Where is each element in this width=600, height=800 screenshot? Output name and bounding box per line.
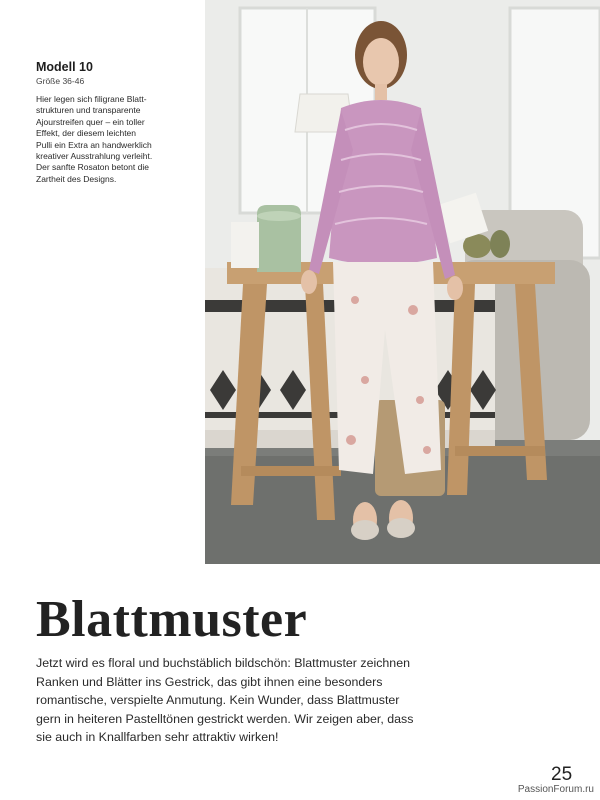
page-headline: [36, 588, 307, 652]
page-number: 25: [551, 764, 573, 785]
description-line: Pulli ein Extra an handwerklich: [36, 139, 152, 150]
description-line: Zartheit des Designs.: [36, 173, 117, 184]
intro-line: sie auch in Knallfarben sehr attraktiv wirken!: [36, 730, 279, 745]
intro-line: romantische, verspielte Anmutung. Kein Wunder, dass Blattmuster: [36, 693, 400, 708]
headline-regular-part: muster: [148, 591, 308, 648]
headline-bold-part: Blatt: [36, 591, 149, 648]
intro-line: gern in heiteren Pastelltönen gestrickt werden. Wir zeigen aber, dass: [36, 711, 414, 726]
model-size: Größe 36-46: [36, 76, 85, 86]
intro-paragraph: [36, 654, 452, 747]
photo-illustration: [205, 0, 600, 564]
model-caption: [36, 60, 196, 185]
model-photo: [205, 0, 600, 564]
description-line: Effekt, der diesem leichten: [36, 128, 137, 139]
model-description: [36, 94, 196, 185]
intro-line: Jetzt wird es floral und buchstäblich bildschön: Blattmuster zeichnen: [36, 656, 410, 670]
description-line: kreativer Ausstrahlung verleiht.: [36, 151, 153, 162]
description-line: Der sanfte Rosaton betont die: [36, 162, 149, 173]
intro-line: Ranken und Blätter ins Gestrick, das gibt ihnen eine besonders: [36, 674, 383, 689]
description-line: Ajourstreifen quer – ein toller: [36, 116, 145, 127]
watermark: PassionForum.ru: [517, 784, 594, 795]
description-line: strukturen und transparente: [36, 105, 141, 116]
model-title: Modell 10: [36, 60, 93, 74]
description-line: Hier legen sich filigrane Blatt-: [36, 94, 147, 104]
